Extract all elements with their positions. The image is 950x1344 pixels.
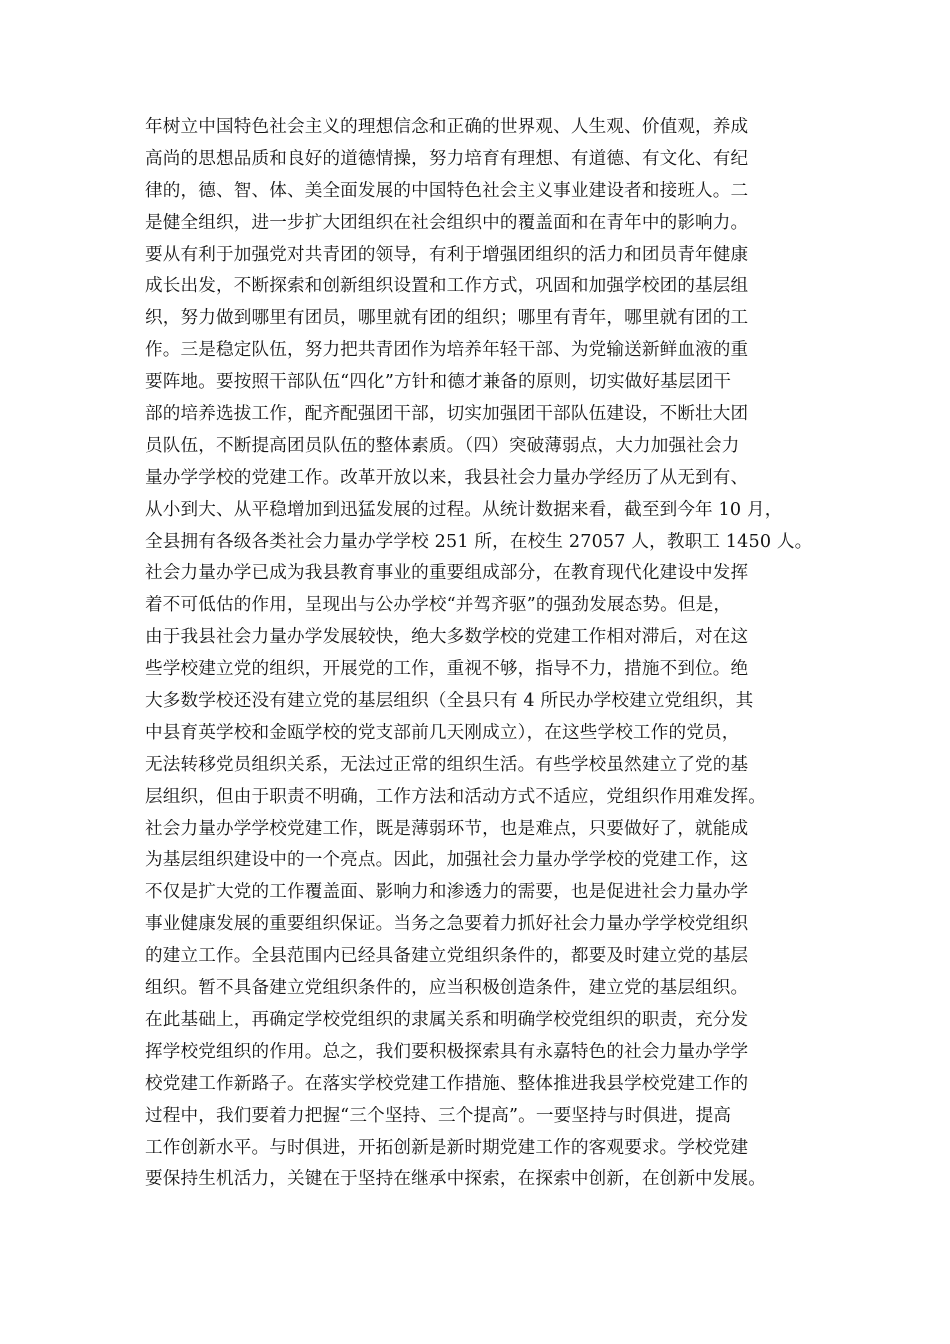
text-line: 的建立工作。全县范围内已经具备建立党组织条件的，都要及时建立党的基层	[145, 946, 749, 967]
text-line: 律的，德、智、体、美全面发展的中国特色社会主义事业建设者和接班人。二	[145, 180, 749, 201]
text-line: 年树立中国特色社会主义的理想信念和正确的世界观、人生观、价值观，养成	[145, 117, 749, 137]
text-line: 由于我县社会力量办学发展较快，绝大多数学校的党建工作相对滞后，对在这	[145, 627, 749, 648]
text-line: 层组织，但由于职责不明确，工作方法和活动方式不适应，党组织作用难发挥。	[145, 786, 767, 807]
text-line: 部的培养选拔工作，配齐配强团干部，切实加强团干部队伍建设，不断壮大团	[145, 404, 749, 425]
text-line: 为基层组织建设中的一个亮点。因此，加强社会力量办学学校的党建工作，这	[145, 850, 749, 871]
text-line: 要从有利于加强党对共青团的领导，有利于增强团组织的活力和团员青年健康	[145, 244, 749, 265]
text-line: 过程中，我们要着力把握“三个坚持、三个提高”。一要坚持与时俱进，提高	[145, 1105, 732, 1126]
text-line: 织，努力做到哪里有团员，哪里就有团的组织；哪里有青年，哪里就有团的工	[145, 308, 749, 329]
text-line: 作。三是稳定队伍，努力把共青团作为培养年轻干部、为党输送新鲜血液的重	[145, 340, 749, 361]
text-line: 量办学学校的党建工作。改革开放以来，我县社会力量办学经历了从无到有、	[145, 467, 749, 488]
text-line: 无法转移党员组织关系，无法过正常的组织生活。有些学校虽然建立了党的基	[145, 754, 749, 775]
text-line: 不仅是扩大党的工作覆盖面、影响力和渗透力的需要，也是促进社会力量办学	[145, 882, 749, 903]
text-line: 成长出发，不断探索和创新组织设置和工作方式，巩固和加强学校团的基层组	[145, 276, 749, 297]
text-line: 社会力量办学学校党建工作，既是薄弱环节，也是难点，只要做好了，就能成	[145, 818, 749, 839]
text-line: 校党建工作新路子。在落实学校党建工作措施、整体推进我县学校党建工作的	[145, 1073, 749, 1094]
text-line: 中县育英学校和金瓯学校的党支部前几天刚成立），在这些学校工作的党员，	[145, 722, 740, 743]
text-line: 些学校建立党的组织，开展党的工作，重视不够，指导不力，措施不到位。绝	[145, 659, 749, 680]
text-line: 全县拥有各级各类社会力量办学学校 251 所，在校生 27057 人，教职工 1450 人。	[145, 531, 813, 552]
text-line: 要阵地。要按照干部队伍“四化”方针和德才兼备的原则，切实做好基层团干	[145, 372, 732, 393]
text-line: 事业健康发展的重要组织保证。当务之急要着力抓好社会力量办学学校党组织	[145, 914, 749, 935]
text-line: 要保持生机活力，关键在于坚持在继承中探索，在探索中创新，在创新中发展。	[145, 1169, 767, 1190]
text-line: 从小到大、从平稳增加到迅猛发展的过程。从统计数据来看，截至到今年 10 月，	[145, 499, 783, 520]
text-line: 大多数学校还没有建立党的基层组织（全县只有 4 所民办学校建立党组织，其	[145, 691, 754, 712]
text-line: 着不可低估的作用，呈现出与公办学校“并驾齐驱”的强劲发展态势。但是，	[145, 595, 732, 616]
text-line: 在此基础上，再确定学校党组织的隶属关系和明确学校党组织的职责，充分发	[145, 1009, 749, 1030]
text-line: 高尚的思想品质和良好的道德情操，努力培育有理想、有道德、有文化、有纪	[145, 148, 749, 169]
text-line: 工作创新水平。与时俱进，开拓创新是新时期党建工作的客观要求。学校党建	[145, 1137, 749, 1158]
text-line: 员队伍，不断提高团员队伍的整体素质。（四）突破薄弱点，大力加强社会力	[145, 435, 740, 456]
text-line: 是健全组织，进一步扩大团组织在社会组织中的覆盖面和在青年中的影响力。	[145, 212, 749, 233]
body-text	[145, 112, 825, 1196]
text-line: 组织。暂不具备建立党组织条件的，应当积极创造条件，建立党的基层组织。	[145, 978, 749, 999]
text-line: 社会力量办学已成为我县教育事业的重要组成部分，在教育现代化建设中发挥	[145, 563, 749, 584]
text-line: 挥学校党组织的作用。总之，我们要积极探索具有永嘉特色的社会力量办学学	[145, 1041, 749, 1062]
